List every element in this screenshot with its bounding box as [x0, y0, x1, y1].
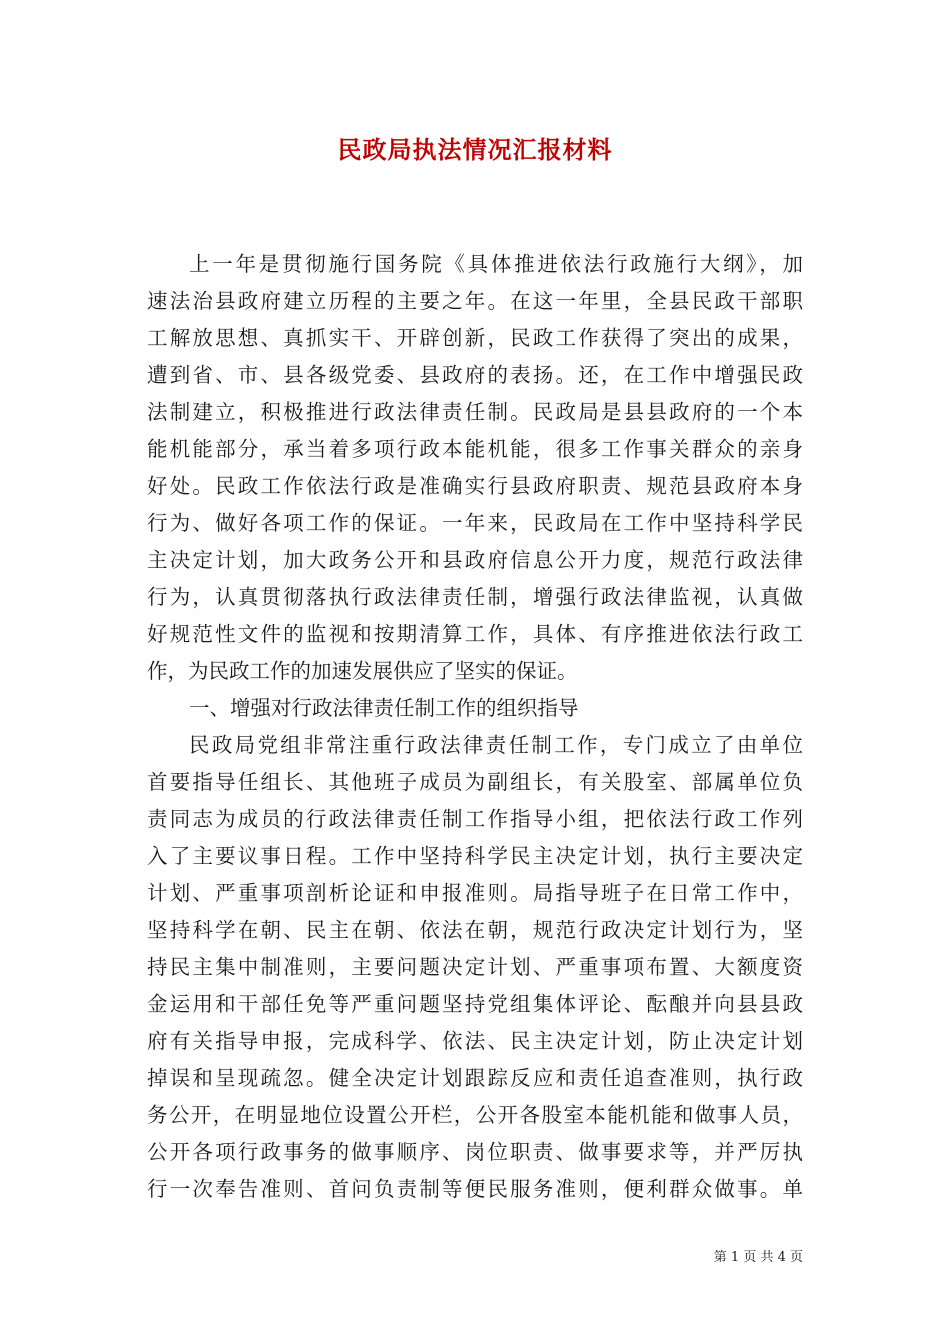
text-line: 一、增强对行政法律责任制工作的组织指导 — [189, 696, 579, 720]
text-line: 行为，认真贯彻落执行政法律责任制，增强行政法律监视，认真做 — [147, 585, 803, 609]
text-line: 速法治县政府建立历程的主要之年。在这一年里，全县民政干部职 — [147, 289, 803, 313]
text-line: 工解放思想、真抓实干、开辟创新，民政工作获得了突出的成果， — [147, 326, 803, 350]
text-line: 法制建立，积极推进行政法律责任制。民政局是县县政府的一个本 — [147, 400, 803, 424]
document-body — [147, 246, 803, 1208]
document-title: 民政局执法情况汇报材料 — [337, 135, 613, 164]
text-line: 主决定计划，加大政务公开和县政府信息公开力度，规范行政法律 — [147, 548, 803, 572]
page-footer: 第 1 页 共 4 页 — [713, 1250, 803, 1265]
text-line: 民政局党组非常注重行政法律责任制工作，专门成立了由单位 — [189, 733, 803, 757]
text-line: 公开各项行政事务的做事顺序、岗位职责、做事要求等，并严厉执 — [147, 1140, 803, 1164]
text-line: 持民主集中制准则，主要问题决定计划、严重事项布置、大额度资 — [147, 955, 803, 979]
text-line: 行为、做好各项工作的保证。一年来，民政局在工作中坚持科学民 — [147, 511, 803, 535]
text-line: 好处。民政工作依法行政是准确实行县政府职责、规范县政府本身 — [147, 474, 803, 498]
text-line: 作，为民政工作的加速发展供应了坚实的保证。 — [147, 659, 578, 683]
text-line: 上一年是贯彻施行国务院《具体推进依法行政施行大纲》，加 — [189, 252, 803, 276]
text-line: 掉误和呈现疏忽。健全决定计划跟踪反应和责任追查准则，执行政 — [147, 1066, 803, 1090]
text-line: 首要指导任组长、其他班子成员为副组长，有关股室、部属单位负 — [147, 770, 803, 794]
text-line: 府有关指导申报，完成科学、依法、民主决定计划，防止决定计划 — [147, 1029, 803, 1053]
text-line: 行一次奉告准则、首问负责制等便民服务准则，便利群众做事。单 — [147, 1177, 803, 1201]
text-line: 务公开，在明显地位设置公开栏，公开各股室本能机能和做事人员， — [147, 1103, 803, 1127]
text-line: 金运用和干部任免等严重问题坚持党组集体评论、酝酿并向县县政 — [147, 992, 803, 1016]
text-line: 能机能部分，承当着多项行政本能机能，很多工作事关群众的亲身 — [147, 437, 803, 461]
text-line: 计划、严重事项剖析论证和申报准则。局指导班子在日常工作中， — [147, 881, 803, 905]
text-line: 坚持科学在朝、民主在朝、依法在朝，规范行政决定计划行为，坚 — [147, 918, 803, 942]
text-line: 遭到省、市、县各级党委、县政府的表扬。还，在工作中增强民政 — [147, 363, 803, 387]
text-line: 好规范性文件的监视和按期清算工作，具体、有序推进依法行政工 — [147, 622, 803, 646]
text-line: 入了主要议事日程。工作中坚持科学民主决定计划，执行主要决定 — [147, 844, 803, 868]
text-line: 责同志为成员的行政法律责任制工作指导小组，把依法行政工作列 — [147, 807, 803, 831]
